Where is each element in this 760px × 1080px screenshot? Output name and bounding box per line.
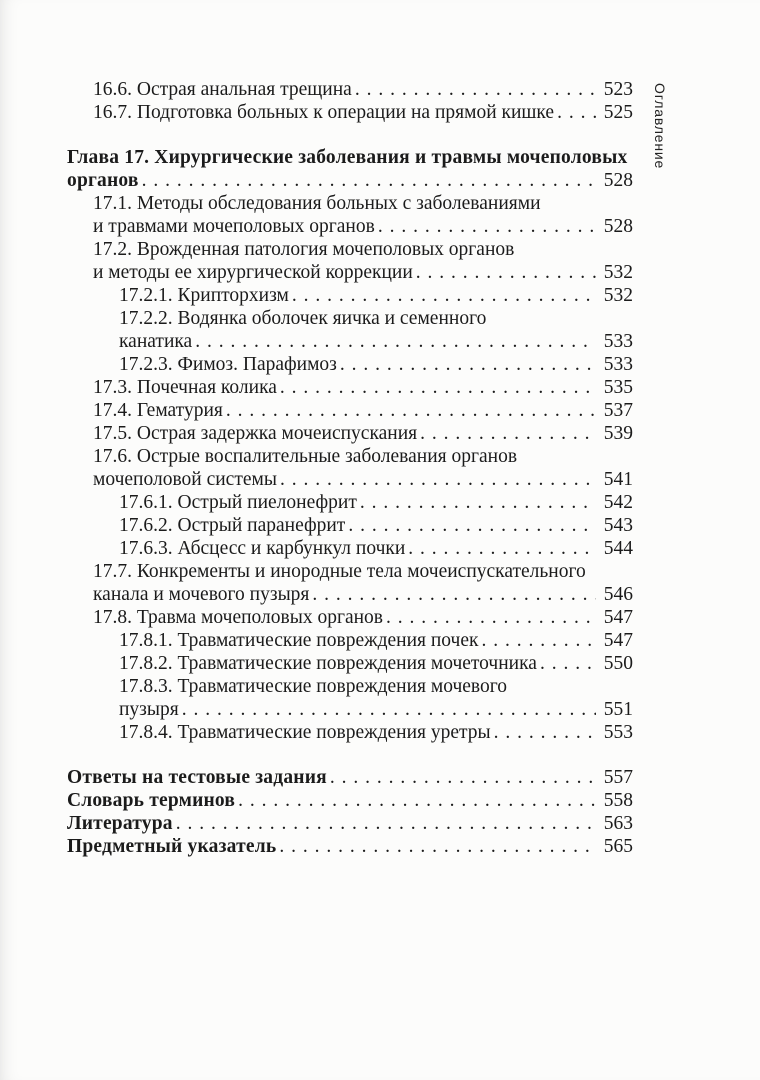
toc-entry	[67, 629, 633, 652]
toc-entry-title: 17.2.3. Фимоз. Парафимоз	[119, 354, 337, 375]
toc-page-number: 553	[603, 722, 633, 743]
toc-entry-title: 17.8.3. Травматические повреждения мочевого	[119, 676, 508, 697]
toc-entry-title: 17.2.2. Водянка оболочек яичка и семенного	[119, 308, 487, 329]
toc-entry-title: канатика	[119, 331, 193, 352]
toc-entry	[67, 491, 633, 514]
toc-entry-title: 17.1. Методы обследования больных с заболеваниями	[93, 193, 541, 214]
toc-entry	[67, 101, 633, 124]
toc-entry-title: и травмами мочеполовых органов	[93, 216, 375, 237]
toc-entry-title: 17.2. Врожденная патология мочеполовых органов	[93, 239, 515, 260]
toc-entry	[67, 238, 633, 261]
toc-page-number: 544	[603, 538, 633, 559]
toc-entry-title: 16.6. Острая анальная трещина	[93, 79, 352, 100]
toc-entry	[67, 514, 633, 537]
toc-entry	[67, 721, 633, 744]
toc-entry	[67, 652, 633, 675]
toc-page-number: 539	[603, 423, 633, 444]
dot-leader	[280, 376, 596, 399]
dot-leader	[494, 721, 596, 744]
toc-page-number: 558	[603, 790, 633, 811]
dot-leader	[182, 698, 596, 721]
toc-page-number: 532	[603, 262, 633, 283]
toc-page-number: 537	[603, 400, 633, 421]
toc-page-number: 557	[603, 767, 633, 788]
toc-entry-title: Глава 17. Хирургические заболевания и травмы мочеполовых	[67, 147, 628, 168]
toc-page-number: 523	[603, 79, 633, 100]
toc-entry	[67, 698, 633, 721]
dot-leader	[355, 78, 596, 101]
toc-entry-title: 17.6.3. Абсцесс и карбункул почки	[119, 538, 406, 559]
toc-entry	[67, 307, 633, 330]
toc-entry	[67, 766, 633, 789]
toc-entry-title: 17.5. Острая задержка мочеиспускания	[93, 423, 418, 444]
toc-entry	[67, 146, 633, 169]
toc-page-number: 547	[603, 607, 633, 628]
toc-page-number: 532	[603, 285, 633, 306]
dot-leader	[292, 284, 596, 307]
toc-page-number: 563	[603, 813, 633, 834]
dot-leader	[360, 491, 596, 514]
toc-page-number: 525	[603, 102, 633, 123]
toc-entry-title: 16.7. Подготовка больных к операции на прямой кишке	[93, 102, 555, 123]
toc-entry-title: канала и мочевого пузыря	[93, 584, 310, 605]
dot-leader	[142, 169, 596, 192]
toc-entry	[67, 422, 633, 445]
dot-leader	[195, 330, 596, 353]
toc-entry	[67, 812, 633, 835]
toc-page-number: 528	[603, 216, 633, 237]
toc-entry-title: Ответы на тестовые задания	[67, 767, 327, 788]
toc-entry-title: органов	[67, 170, 139, 191]
toc-entry-title: 17.8.2. Травматические повреждения мочеточника	[119, 653, 537, 674]
toc-entry	[67, 835, 633, 858]
toc-entry-title: 17.6. Острые воспалительные заболевания органов	[93, 446, 518, 467]
toc-entry	[67, 261, 633, 284]
toc-page-number: 546	[603, 584, 633, 605]
dot-leader	[416, 261, 596, 284]
toc-entry	[67, 399, 633, 422]
toc-entry	[67, 215, 633, 238]
dot-leader	[348, 514, 596, 537]
toc-entry	[67, 192, 633, 215]
toc-entry-title: 17.8.4. Травматические повреждения уретры	[119, 722, 491, 743]
table-of-contents	[67, 78, 633, 858]
toc-entry-title: 17.2.1. Крипторхизм	[119, 285, 289, 306]
toc-entry	[67, 468, 633, 491]
toc-entry	[67, 789, 633, 812]
toc-entry-title: 17.8.1. Травматические повреждения почек	[119, 630, 479, 651]
toc-entry	[67, 78, 633, 101]
dot-leader	[420, 422, 596, 445]
dot-leader	[540, 652, 596, 675]
toc-page-number: 533	[603, 354, 633, 375]
dot-leader	[557, 101, 596, 124]
toc-page-number: 533	[603, 331, 633, 352]
toc-entry	[67, 284, 633, 307]
toc-entry	[67, 445, 633, 468]
toc-entry	[67, 606, 633, 629]
toc-page-number: 542	[603, 492, 633, 513]
toc-entry-title: 17.6.1. Острый пиелонефрит	[119, 492, 357, 513]
toc-entry-title: пузыря	[119, 699, 179, 720]
toc-entry-title: 17.7. Конкременты и инородные тела мочеиспускательного	[93, 561, 586, 582]
toc-entry-title: и методы ее хирургической коррекции	[93, 262, 413, 283]
toc-page-number: 541	[603, 469, 633, 490]
dot-leader	[279, 835, 596, 858]
toc-entry	[67, 583, 633, 606]
toc-entry	[67, 376, 633, 399]
toc-page-number: 543	[603, 515, 633, 536]
toc-entry	[67, 560, 633, 583]
dot-leader	[280, 468, 596, 491]
toc-entry-title: мочеполовой системы	[93, 469, 277, 490]
toc-page-number: 528	[603, 170, 633, 191]
dot-leader	[386, 606, 596, 629]
toc-entry-title: Литература	[67, 813, 173, 834]
dot-leader	[481, 629, 596, 652]
toc-page-number: 547	[603, 630, 633, 651]
dot-leader	[330, 766, 596, 789]
toc-page-number: 551	[603, 699, 633, 720]
toc-entry-title: Предметный указатель	[67, 836, 277, 857]
dot-leader	[312, 583, 596, 606]
toc-entry	[67, 353, 633, 376]
dot-leader	[226, 399, 596, 422]
toc-entry	[67, 330, 633, 353]
rotated-running-head: Оглавление	[652, 83, 668, 170]
toc-entry-title: 17.8. Травма мочеполовых органов	[93, 607, 383, 628]
dot-leader	[378, 215, 596, 238]
dot-leader	[176, 812, 596, 835]
toc-entry-title: Словарь терминов	[67, 790, 236, 811]
toc-entry	[67, 675, 633, 698]
toc-entry-title: 17.6.2. Острый паранефрит	[119, 515, 346, 536]
toc-page-number: 535	[603, 377, 633, 398]
toc-page-number: 565	[603, 836, 633, 857]
toc-entry	[67, 537, 633, 560]
dot-leader	[238, 789, 596, 812]
toc-entry-title: 17.4. Гематурия	[93, 400, 223, 421]
dot-leader	[340, 353, 596, 376]
toc-entry-title: 17.3. Почечная колика	[93, 377, 277, 398]
toc-entry	[67, 169, 633, 192]
dot-leader	[408, 537, 596, 560]
toc-page-number: 550	[603, 653, 633, 674]
